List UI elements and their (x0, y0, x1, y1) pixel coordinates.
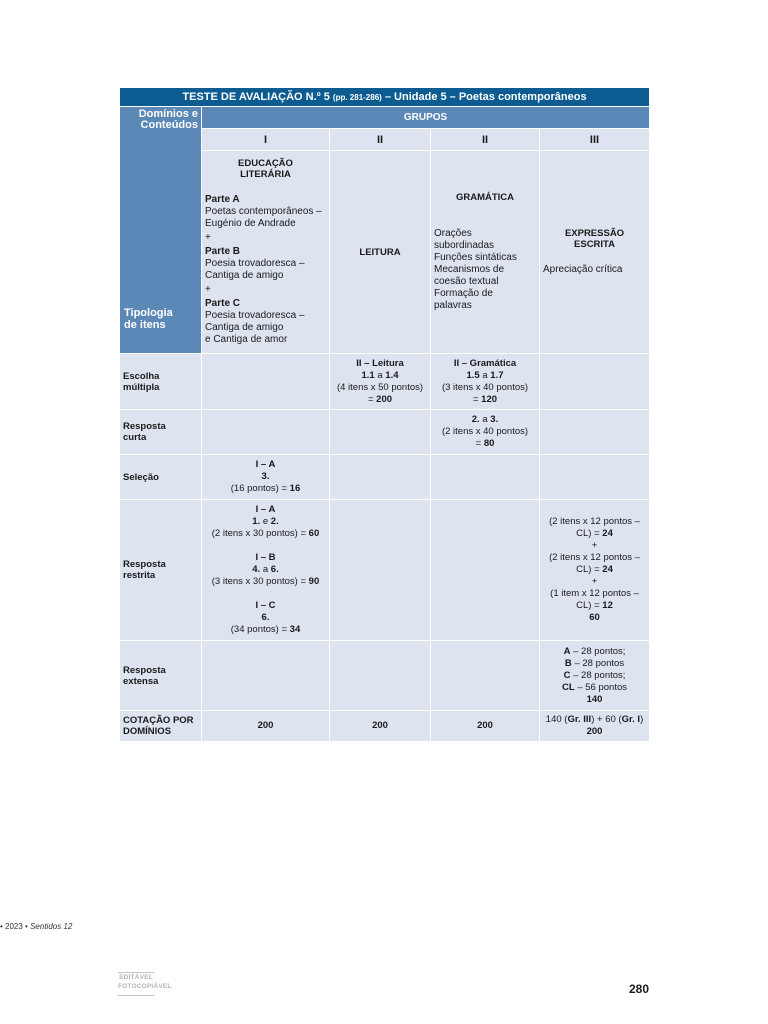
gramatica-line: subordinadas (434, 240, 495, 251)
gramatica-line: Formação de (434, 288, 493, 299)
total-gramatica: 200 (431, 711, 540, 742)
domain-educacao-literaria (202, 151, 330, 354)
row-label-resposta-curta: Resposta curta (120, 410, 202, 455)
title-suffix: – Unidade 5 – Poetas contemporâneos (384, 90, 587, 103)
part-c-line: Poesia trovadoresca – (205, 310, 305, 321)
domains-label: Domínios e Conteúdos (138, 108, 198, 131)
score-expressao-restrita: (2 itens x 12 pontos – CL) = 24 + (2 itens x 12 pontos – CL) = 24 + (1 item x 12 pontos – CL) = 12 60 (540, 500, 650, 641)
table-row (120, 455, 650, 500)
domain-expressao-escrita (540, 151, 650, 354)
part-a-line: Poetas contemporâneos – (205, 206, 322, 217)
row-label-selecao: Seleção (120, 455, 202, 500)
table-row (120, 354, 650, 410)
part-b-label: Parte B (205, 246, 241, 257)
empty-cell (330, 455, 431, 500)
gramatica-line: Orações (434, 228, 472, 239)
empty-cell (202, 641, 330, 711)
typology-label: Tipologia de itens (124, 307, 173, 331)
title-pages: (pp. 281-286) (332, 92, 382, 102)
empty-cell (431, 641, 540, 711)
part-c-line: Cantiga de amigo (205, 322, 284, 333)
empty-cell (330, 500, 431, 641)
empty-cell (431, 455, 540, 500)
total-educacao: 200 (202, 711, 330, 742)
empty-cell (202, 410, 330, 455)
domain-heading: GRAMÁTICA (455, 192, 515, 203)
domain-heading: EDUCAÇÃO LITERÁRIA (238, 158, 293, 180)
expressao-line: Apreciação crítica (543, 264, 623, 275)
empty-cell (431, 500, 540, 641)
total-expressao: 140 (Gr. III) + 60 (Gr. I) 200 (540, 711, 650, 742)
score-expressao-extensa: A – 28 pontos; B – 28 pontos C – 28 pontos; CL – 56 pontos 140 (540, 641, 650, 711)
evaluation-table (119, 87, 650, 742)
part-c-label: Parte C (205, 298, 241, 309)
row-label-escolha-multipla: Escolha múltipla (120, 354, 202, 410)
part-a-label: Parte A (205, 194, 240, 205)
part-a-line: Eugénio de Andrade (205, 218, 296, 229)
score-leitura-escolha: II – Leitura 1.1 a 1.4 (4 itens x 50 pontos) = 200 (330, 354, 431, 410)
score-gramatica-curta: 2. a 3. (2 itens x 40 pontos) = 80 (431, 410, 540, 455)
page-number: 280 (629, 982, 650, 996)
part-b-line: Poesia trovadoresca – (205, 258, 305, 269)
group-numeral: I (202, 129, 330, 151)
row-label-resposta-extensa: Resposta extensa (120, 641, 202, 711)
groups-header: GRUPOS (202, 107, 650, 129)
group-numeral: II (431, 129, 540, 151)
empty-cell (540, 455, 650, 500)
plus-sign: + (205, 284, 211, 295)
table-row (120, 500, 650, 641)
gramatica-line: coesão textual (434, 276, 499, 287)
empty-cell (330, 410, 431, 455)
editable-photocopiable-stamp: EDITÁVEL FOTOCOPIÁVEL (118, 972, 154, 996)
part-b-line: Cantiga de amigo (205, 270, 284, 281)
domains-typology-header (120, 107, 202, 354)
plus-sign: + (205, 232, 211, 243)
total-leitura: 200 (330, 711, 431, 742)
row-label-cotacao: COTAÇÃO POR DOMÍNIOS (120, 711, 202, 742)
gramatica-line: Funções sintáticas (434, 252, 517, 263)
domain-heading: EXPRESSÃO ESCRITA (564, 228, 625, 250)
domain-gramatica (431, 151, 540, 354)
gramatica-line: Mecanismos de (434, 264, 505, 275)
empty-cell (202, 354, 330, 410)
footer-credit: • 2023 • Sentidos 12 (0, 922, 73, 931)
table-title-row (120, 88, 650, 107)
table-row (120, 641, 650, 711)
empty-cell (330, 641, 431, 711)
domain-leitura (330, 151, 431, 354)
score-gramatica-escolha: II – Gramática 1.5 a 1.7 (3 itens x 40 pontos) = 120 (431, 354, 540, 410)
group-numeral: II (330, 129, 431, 151)
empty-cell (540, 354, 650, 410)
score-educacao-restrita: I – A 1. e 2. (2 itens x 30 pontos) = 60 I – B 4. a 6. (3 itens x 30 pontos) = 90 I – C 6. (34 pontos) = 34 (202, 500, 330, 641)
part-c-line: e Cantiga de amor (205, 334, 288, 345)
table-row (120, 410, 650, 455)
group-numeral: III (540, 129, 650, 151)
table-row (120, 711, 650, 742)
score-educacao-selecao: I – A 3. (16 pontos) = 16 (202, 455, 330, 500)
domain-heading: LEITURA (359, 246, 401, 258)
empty-cell (540, 410, 650, 455)
title-prefix: TESTE DE AVALIAÇÃO N.º 5 (182, 90, 330, 103)
row-label-resposta-restrita: Resposta restrita (120, 500, 202, 641)
gramatica-line: palavras (434, 300, 472, 311)
table-title (120, 88, 650, 107)
